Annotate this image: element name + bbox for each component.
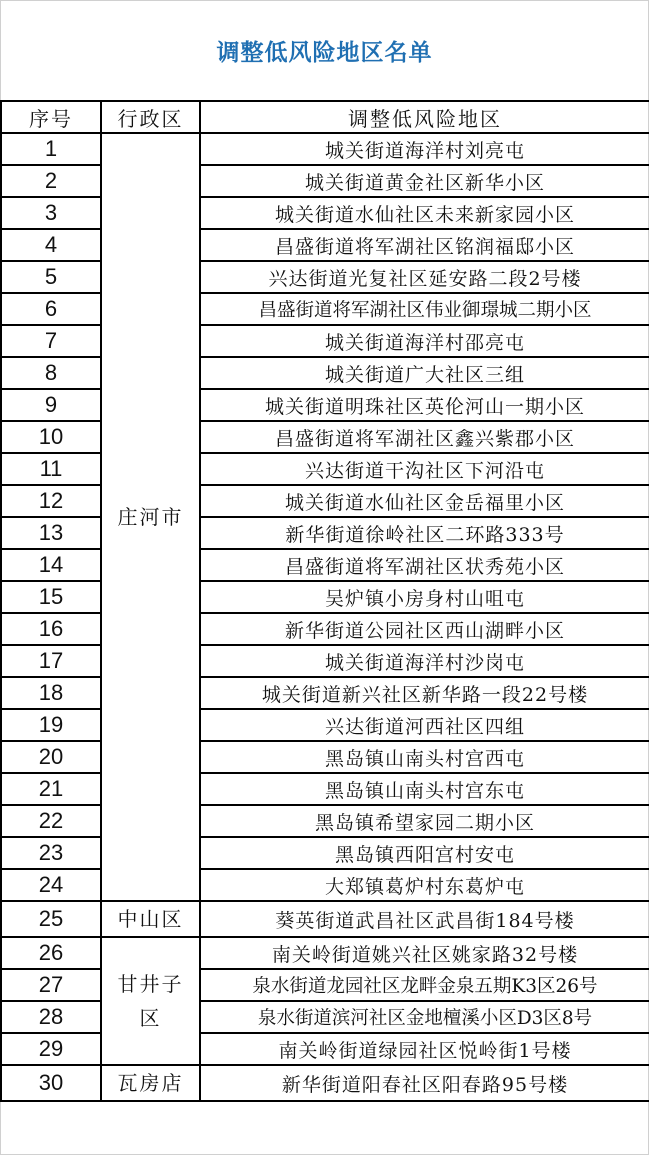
area-name: 城关街道明珠社区英伦河山一期小区 (200, 389, 649, 421)
district-cell: 中山区 (101, 901, 200, 937)
row-number: 2 (1, 165, 101, 197)
row-number: 29 (1, 1033, 101, 1065)
row-number: 5 (1, 261, 101, 293)
area-name: 葵英街道武昌社区武昌街184号楼 (200, 901, 649, 937)
table-row (1, 709, 649, 741)
area-name: 昌盛街道将军湖社区状秀苑小区 (200, 549, 649, 581)
table-row (1, 485, 649, 517)
row-number: 27 (1, 969, 101, 1001)
district-line: 区 (139, 1006, 162, 1030)
area-name: 兴达街道干沟社区下河沿屯 (200, 453, 649, 485)
row-number: 7 (1, 325, 101, 357)
table-row (1, 517, 649, 549)
area-name: 黑岛镇西阳宫村安屯 (200, 837, 649, 869)
area-name: 昌盛街道将军湖社区伟业御璟城二期小区 (200, 293, 649, 325)
row-number: 16 (1, 613, 101, 645)
area-name: 泉水街道滨河社区金地檀溪小区D3区8号 (200, 1001, 649, 1033)
table-row (1, 453, 649, 485)
area-name: 兴达街道河西社区四组 (200, 709, 649, 741)
table-row (1, 581, 649, 613)
table-row (1, 613, 649, 645)
table-row (1, 261, 649, 293)
table-row (1, 805, 649, 837)
area-name: 城关街道海洋村邵亮屯 (200, 325, 649, 357)
row-number: 25 (1, 901, 101, 937)
area-name: 城关街道海洋村沙岗屯 (200, 645, 649, 677)
row-number: 12 (1, 485, 101, 517)
table-header-row (1, 101, 649, 133)
row-number: 17 (1, 645, 101, 677)
area-name: 城关街道水仙社区未来新家园小区 (200, 197, 649, 229)
area-name: 吴炉镇小房身村山咀屯 (200, 581, 649, 613)
row-number: 14 (1, 549, 101, 581)
row-number: 18 (1, 677, 101, 709)
area-name: 昌盛街道将军湖社区鑫兴紫郡小区 (200, 421, 649, 453)
table-row (1, 293, 649, 325)
header-area: 调整低风险地区 (200, 101, 649, 133)
table-row (1, 901, 649, 937)
district-cell: 庄河市 (101, 133, 200, 901)
row-number: 10 (1, 421, 101, 453)
area-name: 南关岭街道绿园社区悦岭街1号楼 (200, 1033, 649, 1065)
area-name: 黑岛镇希望家园二期小区 (200, 805, 649, 837)
table-row (1, 165, 649, 197)
header-district: 行政区 (101, 101, 200, 133)
area-name: 新华街道公园社区西山湖畔小区 (200, 613, 649, 645)
district-cell (101, 937, 200, 1065)
row-number: 1 (1, 133, 101, 165)
district-line: 甘井子 (117, 972, 184, 996)
district-cell: 瓦房店 (101, 1065, 200, 1101)
row-number: 20 (1, 741, 101, 773)
table-row (1, 773, 649, 805)
area-name: 兴达街道光复社区延安路二段2号楼 (200, 261, 649, 293)
area-name: 城关街道海洋村刘亮屯 (200, 133, 649, 165)
row-number: 22 (1, 805, 101, 837)
table-row (1, 741, 649, 773)
row-number: 13 (1, 517, 101, 549)
table-row (1, 549, 649, 581)
page-title: 调整低风险地区名单 (216, 39, 433, 66)
row-number: 9 (1, 389, 101, 421)
area-name: 昌盛街道将军湖社区铭润福邸小区 (200, 229, 649, 261)
row-number: 28 (1, 1001, 101, 1033)
row-number: 26 (1, 937, 101, 969)
header-no: 序号 (1, 101, 101, 133)
row-number: 4 (1, 229, 101, 261)
table-row (1, 869, 649, 901)
table-row (1, 197, 649, 229)
table-row (1, 1065, 649, 1101)
table-row (1, 937, 649, 969)
table-row (1, 969, 649, 1001)
table-row (1, 421, 649, 453)
table-row (1, 677, 649, 709)
row-number: 21 (1, 773, 101, 805)
area-name: 城关街道水仙社区金岳福里小区 (200, 485, 649, 517)
row-number: 15 (1, 581, 101, 613)
table-row (1, 389, 649, 421)
area-name: 泉水街道龙园社区龙畔金泉五期K3区26号 (200, 969, 649, 1001)
table-row (1, 229, 649, 261)
area-name: 城关街道新兴社区新华路一段22号楼 (200, 677, 649, 709)
table-row (1, 645, 649, 677)
area-name: 南关岭街道姚兴社区姚家路32号楼 (200, 937, 649, 969)
area-name: 新华街道徐岭社区二环路333号 (200, 517, 649, 549)
low-risk-area-table (0, 100, 649, 1102)
row-number: 30 (1, 1065, 101, 1101)
table-row (1, 837, 649, 869)
table-row (1, 1033, 649, 1065)
table-row (1, 325, 649, 357)
area-name: 黑岛镇山南头村宫东屯 (200, 773, 649, 805)
row-number: 23 (1, 837, 101, 869)
row-number: 8 (1, 357, 101, 389)
area-name: 新华街道阳春社区阳春路95号楼 (200, 1065, 649, 1101)
row-number: 11 (1, 453, 101, 485)
row-number: 19 (1, 709, 101, 741)
row-number: 6 (1, 293, 101, 325)
row-number: 24 (1, 869, 101, 901)
area-name: 大郑镇葛炉村东葛炉屯 (200, 869, 649, 901)
row-number: 3 (1, 197, 101, 229)
table-row (1, 357, 649, 389)
table-row (1, 1001, 649, 1033)
area-name: 黑岛镇山南头村宫西屯 (200, 741, 649, 773)
area-name: 城关街道黄金社区新华小区 (200, 165, 649, 197)
table-row (1, 133, 649, 165)
area-name: 城关街道广大社区三组 (200, 357, 649, 389)
